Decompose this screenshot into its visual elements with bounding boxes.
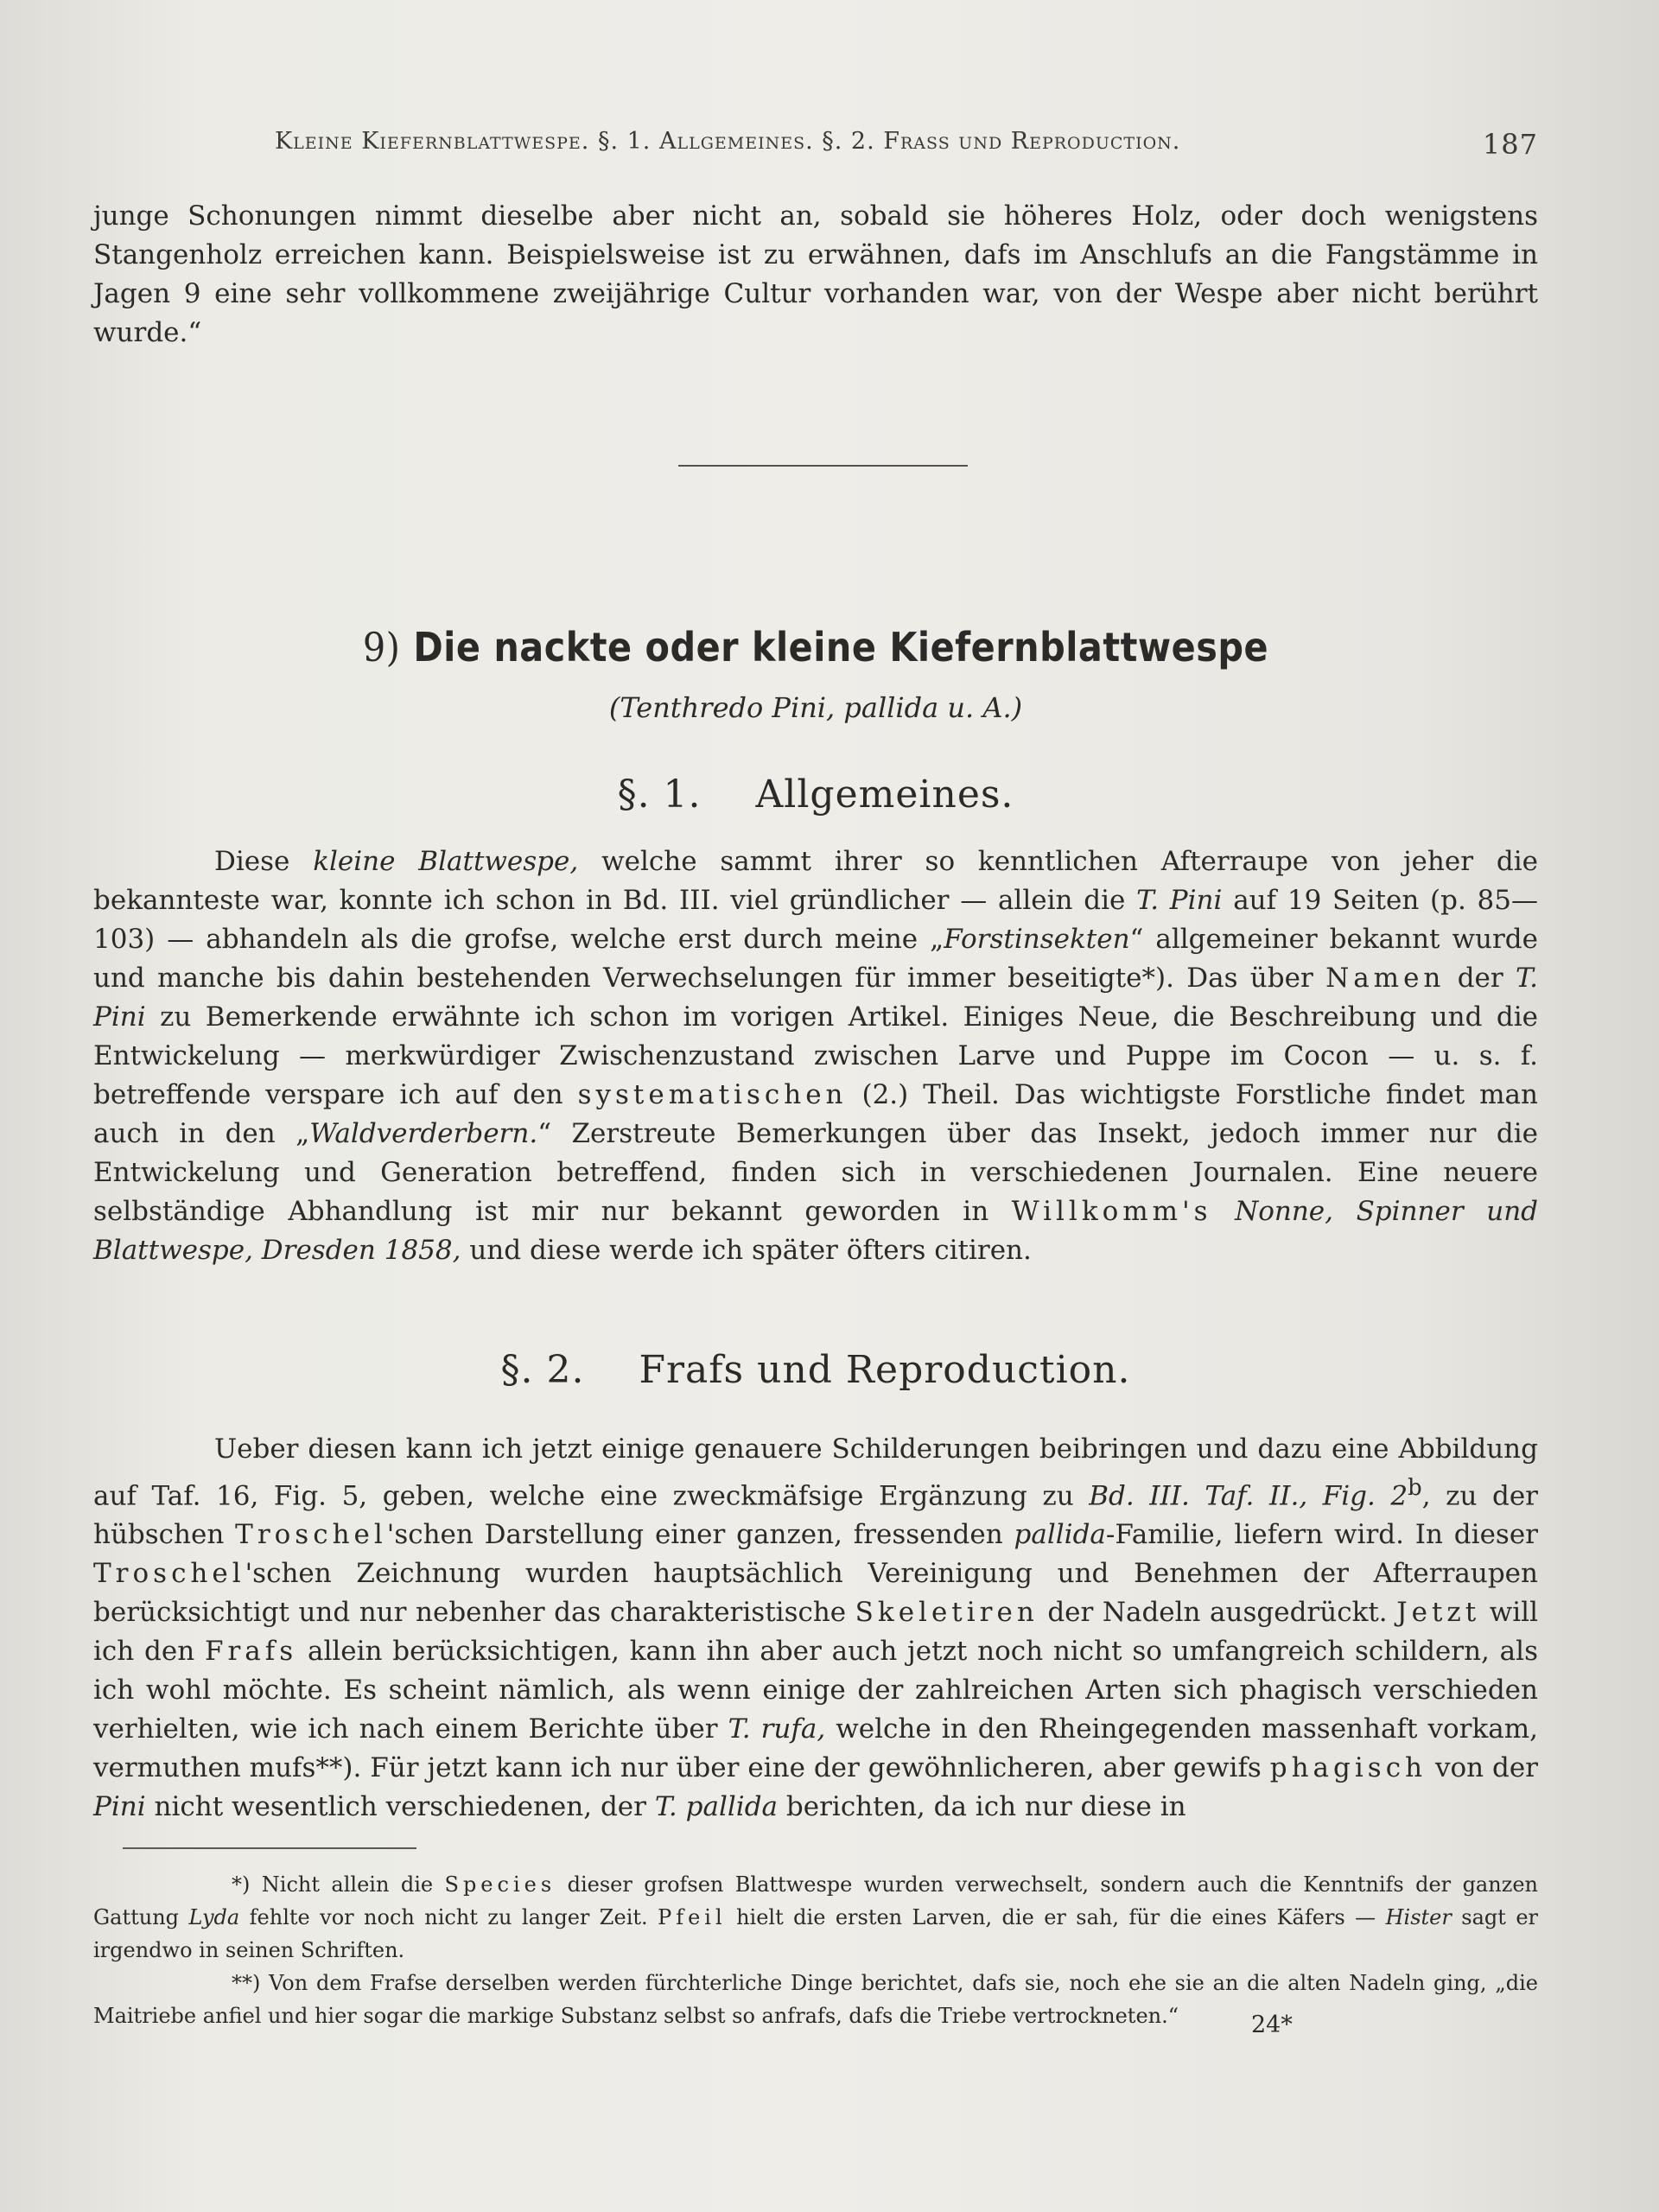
text-run: , zu der hübschen <box>93 1480 1538 1551</box>
italic-run: T. rufa, <box>728 1713 826 1745</box>
italic-run: T. pallida <box>654 1791 779 1823</box>
spaced-run: Namen <box>1325 963 1446 994</box>
italic-run: Lyda <box>188 1905 240 1929</box>
section-1-heading <box>93 772 1538 817</box>
text-run: (2.) Theil. Das wichtigste Forstliche findet man auch in den „ <box>93 1079 1538 1149</box>
text-run: will ich den <box>93 1597 1539 1668</box>
section-1-title: Allgemeines. <box>755 772 1014 817</box>
italic-run: Pini <box>93 1791 146 1823</box>
section-divider-rule <box>678 465 968 467</box>
section-2-number: §. 2. <box>500 1348 585 1392</box>
text-run: 'schen Darstellung einer ganzen, fressenden <box>386 1519 1014 1551</box>
text-run: von der <box>1427 1752 1539 1784</box>
spaced-run: phagisch <box>1269 1752 1427 1784</box>
italic-run: Hister <box>1385 1905 1452 1929</box>
text-run: -Familie, liefern wird. In dieser <box>1105 1519 1538 1551</box>
article-title-text: Die nackte oder kleine Kiefernblattwespe <box>413 624 1269 671</box>
spaced-run: Skeletiren <box>855 1597 1039 1629</box>
italic-run: Waldverderbern. <box>309 1118 538 1149</box>
text-run <box>1212 1196 1236 1227</box>
printer-signature: 24* <box>1251 2012 1293 2038</box>
running-head-title: Kleine Kiefernblattwespe. §. 1. Allgemeines. §. 2. Frass und Reproduction. <box>275 128 1181 155</box>
spaced-run: Willkomm's <box>1011 1196 1212 1227</box>
text-run: “ allgemeiner bekannt wurde und manche bis dahin bestehenden Verwechselungen für immer beseitigte*). Das über <box>93 924 1538 994</box>
section-2-title: Frafs und Reproduction. <box>639 1348 1131 1392</box>
article-title <box>93 624 1538 671</box>
section-1-paragraph <box>93 842 1538 1270</box>
article-number: 9) <box>362 624 401 671</box>
footnotes <box>93 1868 1538 2032</box>
italic-run: Forstinsekten <box>944 924 1130 955</box>
italic-run: T. Pini <box>1136 885 1223 916</box>
italic-run: T. Pini <box>93 963 1538 1033</box>
text-run: nicht wesentlich verschiedenen, der <box>145 1791 655 1823</box>
spaced-run: Species <box>444 1872 556 1897</box>
text-run: Diese <box>214 846 314 877</box>
article-subtitle <box>93 691 1538 724</box>
text-run: berichten, da ich nur diese in <box>778 1791 1186 1823</box>
section-2-paragraph <box>93 1430 1538 1827</box>
text-run: und diese werde ich später öfters citiren. <box>461 1235 1032 1266</box>
text-run: allein berücksichtigen, kann ihn aber auch jetzt noch nicht so umfangreich schildern, als ich wohl möchte. Es scheint nämlich, als wenn einige der zahlreichen Arten sich phagisch verschieden verhielten, wie ich nach einem Berichte über <box>93 1636 1538 1745</box>
footnote-rule <box>123 1847 416 1849</box>
spaced-run: Pfeil <box>658 1905 727 1929</box>
text-run: der Nadeln ausgedrückt. <box>1038 1597 1397 1629</box>
page-number: 187 <box>1482 128 1538 161</box>
section-1-number: §. 1. <box>617 772 702 817</box>
section-2-heading <box>93 1348 1538 1392</box>
superscript-run: b <box>1408 1475 1422 1501</box>
footnote-2: **) Von dem Frafse derselben werden fürchterliche Dinge berichtet, dafs sie, noch ehe sie an die alten Nadeln ging, „die Maitriebe anfiel und hier sogar die markige Substanz selbst so anfrafs, dafs die Triebe vertrockneten.“ <box>93 1971 1538 2028</box>
footnote-1 <box>93 1868 1538 1967</box>
italic-run: Bd. III. Taf. II., Fig. 2 <box>1089 1480 1408 1512</box>
text-run: sagt er irgendwo in seinen Schriften. <box>93 1905 1538 1962</box>
italic-run: kleine Blattwespe, <box>313 846 579 877</box>
text-run: 'schen Zeichnung wurden hauptsächlich Vereinigung und Benehmen der Afterraupen berücksichtigt und nur nebenher das charakteristische <box>93 1558 1538 1629</box>
text-run: “ Zerstreute Bemerkungen über das Insekt, jedoch immer nur die Entwickelung und Generation betreffend, finden sich in verschiedenen Journalen. Eine neuere selbständige Abhandlung ist mir nur bekannt geworden in <box>93 1118 1538 1227</box>
text-run: zu Bemerkende erwähnte ich schon im vorigen Artikel. Einiges Neue, die Beschreibung und die Entwickelung — merkwürdiger Zwischenzustand zwischen Larve und Puppe im Cocon — u. s. f. betreffende verspare ich auf den <box>93 1001 1538 1110</box>
italic-run: pallida <box>1014 1519 1106 1551</box>
italic-run: Nonne, Spinner und Blattwespe, Dresden 1858, <box>93 1196 1539 1266</box>
text-run: der <box>1445 963 1516 994</box>
spaced-run: Troschel <box>235 1519 387 1551</box>
spaced-run: Frafs <box>204 1636 298 1668</box>
text-run: welche sammt ihrer so kenntlichen Afterraupe von jeher die bekannteste war, konnte ich schon in Bd. III. viel gründlicher — allein die <box>93 846 1538 916</box>
article-subtitle-text: (Tenthredo Pini, pallida u. A.) <box>608 691 1023 724</box>
text-run: *) Nicht allein die <box>232 1872 445 1897</box>
text-run: fehlte vor noch nicht zu langer Zeit. <box>239 1905 658 1929</box>
text-run: welche in den Rheingegenden massenhaft vorkam, vermuthen mufs**). Für jetzt kann ich nur über eine der gewöhnlicheren, aber gewifs <box>93 1713 1538 1784</box>
spaced-run: Troschel <box>93 1558 245 1590</box>
continuation-paragraph: junge Schonungen nimmt dieselbe aber nicht an, sobald sie höheres Holz, oder doch wenigstens Stangenholz erreichen kann. Beispielsweise ist zu erwähnen, dafs im Anschlufs an die Fangstämme in Jagen 9 eine sehr vollkommene zweijährige Cultur vorhanden war, von der Wespe aber nicht berührt wurde.“ <box>93 200 1538 348</box>
text-run: dieser grofsen Blattwespe wurden verwechselt, sondern auch die Kenntnifs der ganzen Gattung <box>93 1872 1538 1929</box>
text-run: hielt die ersten Larven, die er sah, für die eines Käfers — <box>726 1905 1386 1929</box>
text-run: auf 19 Seiten (p. 85—103) — abhandeln als die grofse, welche erst durch meine „ <box>93 885 1538 955</box>
spaced-run: Jetzt <box>1396 1597 1481 1629</box>
text-run: Ueber diesen kann ich jetzt einige genauere Schilderungen beibringen und dazu eine Abbildung auf Taf. 16, Fig. 5, geben, welche eine zweckmäfsige Ergänzung zu <box>93 1433 1538 1512</box>
spaced-run: systematischen <box>577 1079 848 1110</box>
